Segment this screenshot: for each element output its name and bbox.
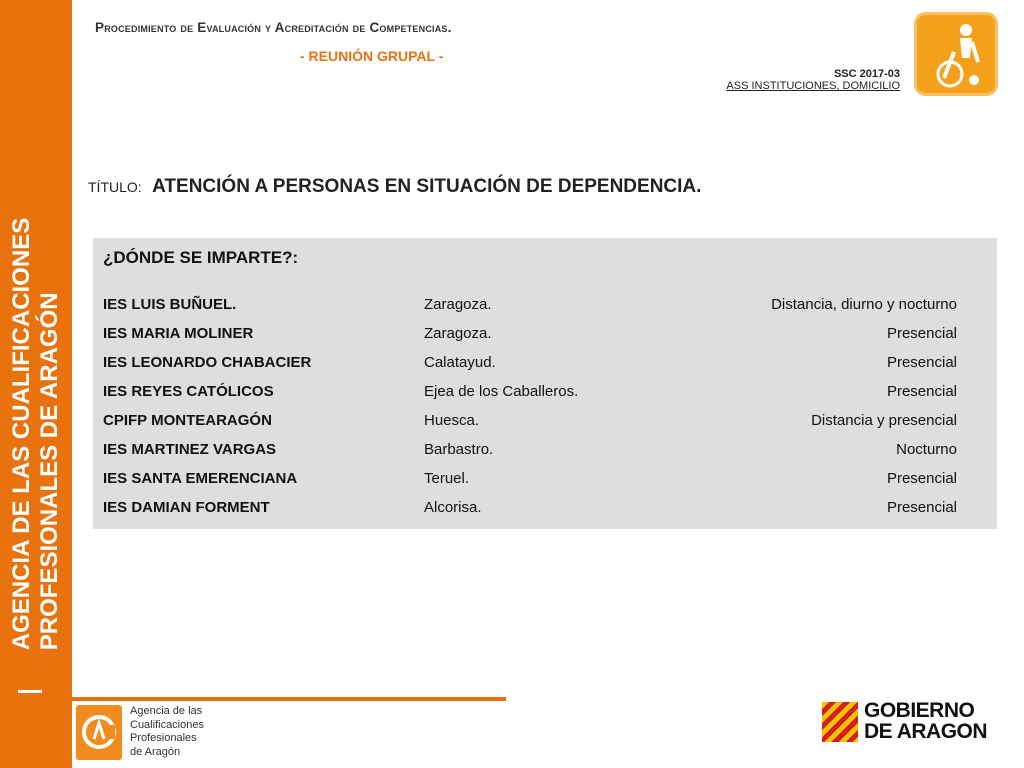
institution-city: Barbastro. — [424, 441, 494, 458]
institution-name: IES LEONARDO CHABACIER — [103, 354, 312, 371]
location-row — [103, 383, 957, 409]
location-row — [103, 354, 957, 380]
locations-heading: ¿DÓNDE SE IMPARTE?: — [103, 248, 299, 267]
institution-city: Zaragoza. — [424, 325, 492, 342]
gov-line2: DE ARAGON — [864, 720, 988, 743]
course-title: ATENCIÓN A PERSONAS EN SITUACIÓN DE DEPENDENCIA. — [152, 176, 702, 197]
agency-vertical-title-line2: PROFESIONALES DE ARAGÓN — [36, 292, 63, 651]
title-label: TÍTULO: — [88, 179, 142, 195]
wheelchair-caregiver-icon — [914, 12, 998, 96]
location-row — [103, 296, 957, 322]
institution-city: Calatayud. — [424, 354, 496, 371]
institution-name: IES REYES CATÓLICOS — [103, 383, 274, 400]
institution-name: CPIFP MONTEARAGÓN — [103, 412, 272, 429]
study-mode: Presencial — [886, 325, 957, 342]
care-icon — [914, 12, 998, 96]
location-row — [103, 470, 957, 496]
institution-city: Alcorisa. — [424, 499, 482, 516]
location-row — [103, 441, 957, 467]
institution-name: IES LUIS BUÑUEL. — [103, 296, 237, 313]
qualification-code-block — [726, 68, 900, 92]
institution-city: Teruel. — [424, 470, 470, 487]
footer-divider — [72, 697, 506, 701]
institution-name: IES SANTA EMERENCIANA — [103, 470, 298, 487]
study-mode: Distancia, diurno y nocturno — [771, 296, 957, 313]
sidebar-divider — [18, 690, 42, 693]
location-row — [103, 325, 957, 351]
qualification-code: SSC 2017-03 — [833, 68, 900, 80]
agency-vertical-title — [8, 218, 64, 650]
study-mode: Distancia y presencial — [811, 412, 957, 429]
locations-panel — [93, 238, 997, 529]
sidebar-band — [0, 0, 72, 768]
course-title-row — [88, 176, 701, 198]
aragon-flag-icon — [822, 702, 858, 742]
agency-name-line: Cualificaciones — [130, 718, 204, 731]
agency-logo-icon — [76, 705, 122, 760]
institution-name: IES MARIA MOLINER — [103, 325, 254, 342]
agency-name — [130, 705, 204, 759]
agency-logo-mark — [76, 705, 122, 760]
agency-name-line: Agencia de las — [130, 705, 203, 717]
meeting-subtitle: - REUNIÓN GRUPAL - — [300, 48, 444, 64]
study-mode: Nocturno — [896, 441, 957, 458]
gobierno-aragon-text — [864, 700, 987, 742]
location-row — [103, 499, 957, 525]
study-mode: Presencial — [886, 470, 957, 487]
study-mode: Presencial — [886, 383, 957, 400]
gobierno-aragon-logo — [822, 700, 1002, 746]
institution-name: IES DAMIAN FORMENT — [103, 499, 270, 516]
location-row — [103, 412, 957, 438]
institution-name: IES MARTINEZ VARGAS — [103, 441, 277, 458]
study-mode: Presencial — [886, 499, 957, 516]
institution-city: Ejea de los Caballeros. — [424, 383, 579, 400]
agency-vertical-title-line1: AGENCIA DE LAS CUALIFICACIONES — [8, 217, 35, 651]
agency-name-line: de Aragón — [130, 745, 181, 758]
gov-line1: GOBIERNO — [864, 699, 975, 722]
institution-city: Zaragoza. — [424, 296, 492, 313]
institution-city: Huesca. — [424, 412, 480, 429]
study-mode: Presencial — [886, 354, 957, 371]
agency-name-line: Profesionales — [130, 732, 197, 744]
qualification-code-subtitle: ASS INSTITUCIONES, DOMICILIO — [726, 80, 900, 92]
procedure-title: Procedimiento de Evaluación y Acreditación de Competencias. — [95, 20, 452, 35]
